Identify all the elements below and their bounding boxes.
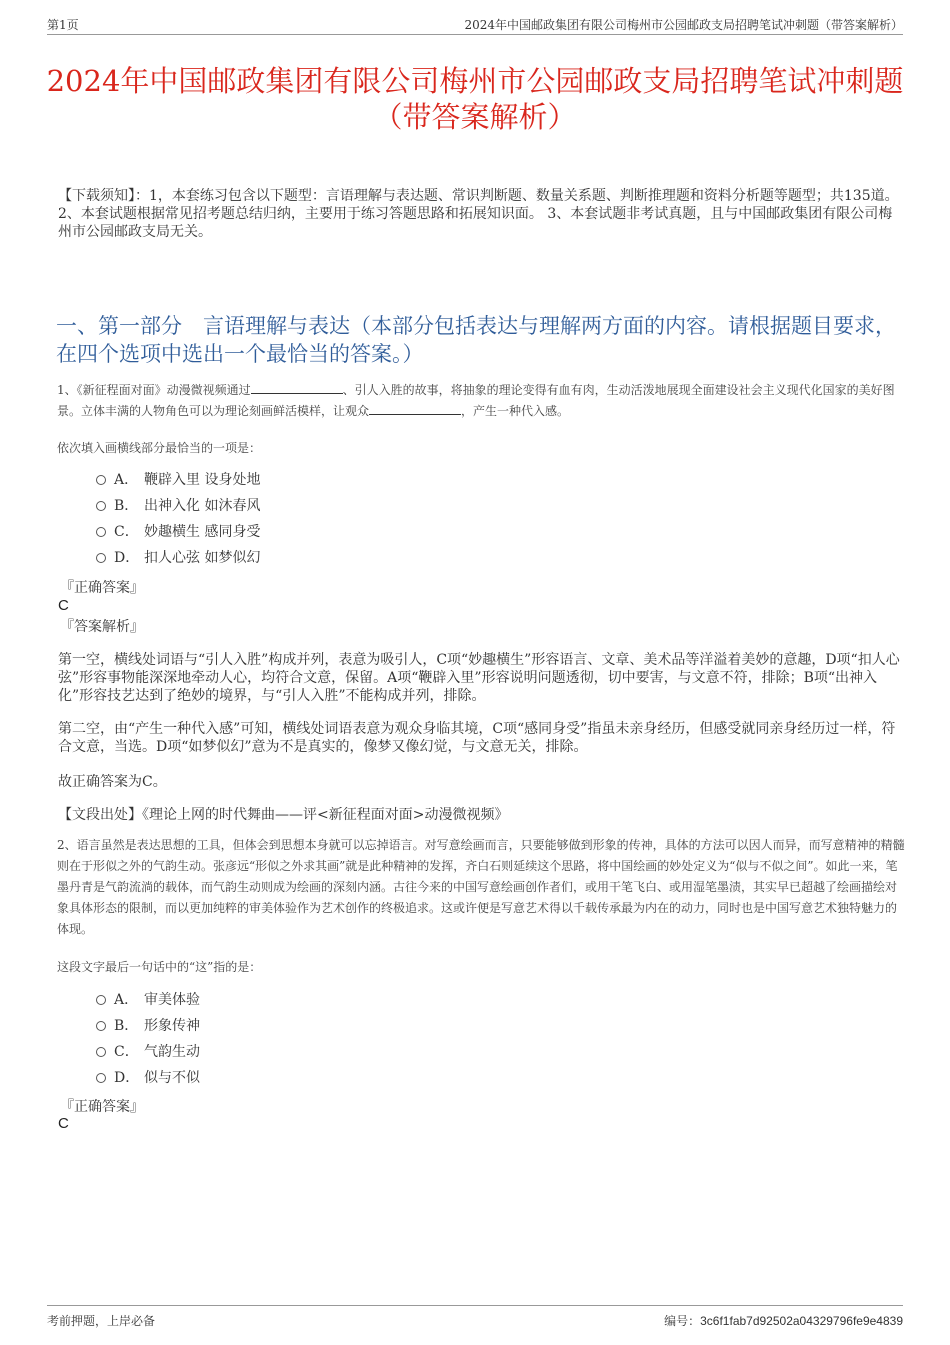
correct-answer-label: 『正确答案』 — [60, 1099, 144, 1115]
footer-serial — [664, 1312, 903, 1329]
radio-icon[interactable] — [96, 527, 106, 537]
radio-icon[interactable] — [96, 995, 106, 1005]
option-a[interactable] — [96, 987, 200, 1013]
option-c[interactable] — [96, 1039, 200, 1065]
explanation-conclusion: 故正确答案为C。 — [58, 774, 167, 790]
question-1-prompt: 依次填入画横线部分最恰当的一项是： — [57, 441, 262, 455]
option-b[interactable] — [96, 1013, 200, 1039]
option-text: 似与不似 — [144, 1070, 200, 1086]
serial-number: 3c6f1fab7d92502a04329796fe9e4839 — [700, 1314, 903, 1328]
radio-icon[interactable] — [96, 1021, 106, 1031]
serial-label: 编号： — [664, 1314, 701, 1328]
option-b[interactable] — [96, 493, 260, 519]
option-a[interactable] — [96, 467, 260, 493]
option-c[interactable] — [96, 519, 260, 545]
question-1-text — [57, 380, 906, 422]
question-1-text-part3: ，产生一种代入感。 — [461, 404, 570, 418]
option-letter: D． — [114, 1070, 140, 1086]
page-footer — [47, 1305, 903, 1330]
option-d[interactable] — [96, 545, 260, 571]
option-letter: D． — [114, 550, 140, 566]
question-2-answer: C — [58, 1115, 69, 1132]
page-header — [47, 14, 903, 35]
option-letter: A． — [114, 992, 139, 1008]
option-d[interactable] — [96, 1065, 200, 1091]
question-2-prompt: 这段文字最后一句话中的“这”指的是： — [57, 960, 262, 974]
blank-line — [369, 403, 461, 415]
download-notice: 【下载须知】：1，本套练习包含以下题型：言语理解与表达题、常识判断题、数量关系题、判断推理题和资料分析题等题型；共135道。 2、本套试题根据常见招考题总结归纳，主要用于练习答题思路和拓展知识面。 3、本套试题非考试真题，且与中国邮政集团有限公司梅州市公园邮政支局无关。 — [58, 188, 899, 240]
passage-source: 【文段出处】《理论上网的时代舞曲——评<新征程面对面>动漫微视频》 — [58, 807, 509, 823]
option-text: 妙趣横生 感同身受 — [144, 524, 261, 540]
option-letter: C． — [114, 524, 139, 540]
option-text: 气韵生动 — [144, 1044, 200, 1060]
option-letter: B． — [114, 1018, 139, 1034]
radio-icon[interactable] — [96, 1047, 106, 1057]
question-1-text-part2: 、引人入胜的故事，将抽象的理论变得有血有肉，生动活泼地展现全面建设社会主义现代化国家的美好图景。立体丰满的人物角色可以为理论刻画鲜活模样，让观众 — [57, 383, 895, 418]
page-number: 第1页 — [47, 18, 79, 32]
option-letter: B． — [114, 498, 139, 514]
option-letter: A． — [114, 472, 139, 488]
correct-answer-label: 『正确答案』 — [60, 580, 144, 596]
footer-slogan: 考前押题，上岸必备 — [47, 1314, 156, 1328]
explanation-paragraph: 第一空，横线处词语与“引人入胜”构成并列，表意为吸引人，C项“妙趣横生”形容语言、文章、美术品等洋溢着美妙的意趣，D项“扣人心弦”形容事物能深深地牵动人心，均符合文意，保留。A项“鞭辟入里”形容说明问题透彻，切中要害，与文意不符，排除；B项“出神入化”形容技艺达到了绝妙的境界，与“引人入胜”不能构成并列，排除。 — [58, 652, 900, 704]
option-text: 审美体验 — [144, 992, 200, 1008]
option-text: 出神入化 如沐春风 — [144, 498, 261, 514]
option-text: 扣人心弦 如梦似幻 — [144, 550, 261, 566]
radio-icon[interactable] — [96, 501, 106, 511]
radio-icon[interactable] — [96, 1073, 106, 1083]
question-2-options — [96, 987, 200, 1091]
section-heading: 一、第一部分 言语理解与表达（本部分包括表达与理解两方面的内容。请根据题目要求，在四个选项中选出一个最恰当的答案。） — [56, 314, 896, 366]
radio-icon[interactable] — [96, 475, 106, 485]
explanation-label: 『答案解析』 — [60, 619, 144, 635]
blank-line — [251, 382, 343, 394]
document-title: 2024年中国邮政集团有限公司梅州市公园邮政支局招聘笔试冲刺题（带答案解析） — [46, 64, 904, 135]
question-1-answer: C — [58, 597, 69, 614]
option-text: 鞭辟入里 设身处地 — [144, 472, 261, 488]
question-1-text-part1: 1、《新征程面对面》动漫微视频通过 — [57, 383, 251, 397]
radio-icon[interactable] — [96, 553, 106, 563]
question-1-options — [96, 467, 260, 571]
question-2-text: 2、语言虽然是表达思想的工具，但体会到思想本身就可以忘掉语言。对写意绘画而言，只要能够做到形象的传神，具体的方法可以因人而异，而写意精神的精髓则在于形似之外的气韵生动。张彦远“形似之外求其画”就是此种精神的发挥，齐白石则延续这个思路，将中国绘画的妙处定义为“似与不似之间”。如此一来，笔墨丹青是气韵流淌的载体，而气韵生动则成为绘画的深刻内涵。古往今来的中国写意绘画创作者们，或用干笔飞白、或用湿笔墨渍，其实早已超越了绘画描绘对象具体形态的限制，而以更加纯粹的审美体验作为艺术创作的终极追求。这或许便是写意艺术得以千载传承最为内在的动力，同时也是中国写意艺术独特魅力的体现。 — [57, 838, 905, 936]
option-text: 形象传神 — [144, 1018, 200, 1034]
option-letter: C． — [114, 1044, 139, 1060]
explanation-paragraph: 第二空，由“产生一种代入感”可知，横线处词语表意为观众身临其境，C项“感同身受”指虽未亲身经历，但感受就同亲身经历过一样，符合文意，当选。D项“如梦似幻”意为不是真实的，像梦又像幻觉，与文意无关，排除。 — [58, 721, 896, 755]
header-doc-name: 2024年中国邮政集团有限公司梅州市公园邮政支局招聘笔试冲刺题（带答案解析） — [464, 18, 903, 32]
